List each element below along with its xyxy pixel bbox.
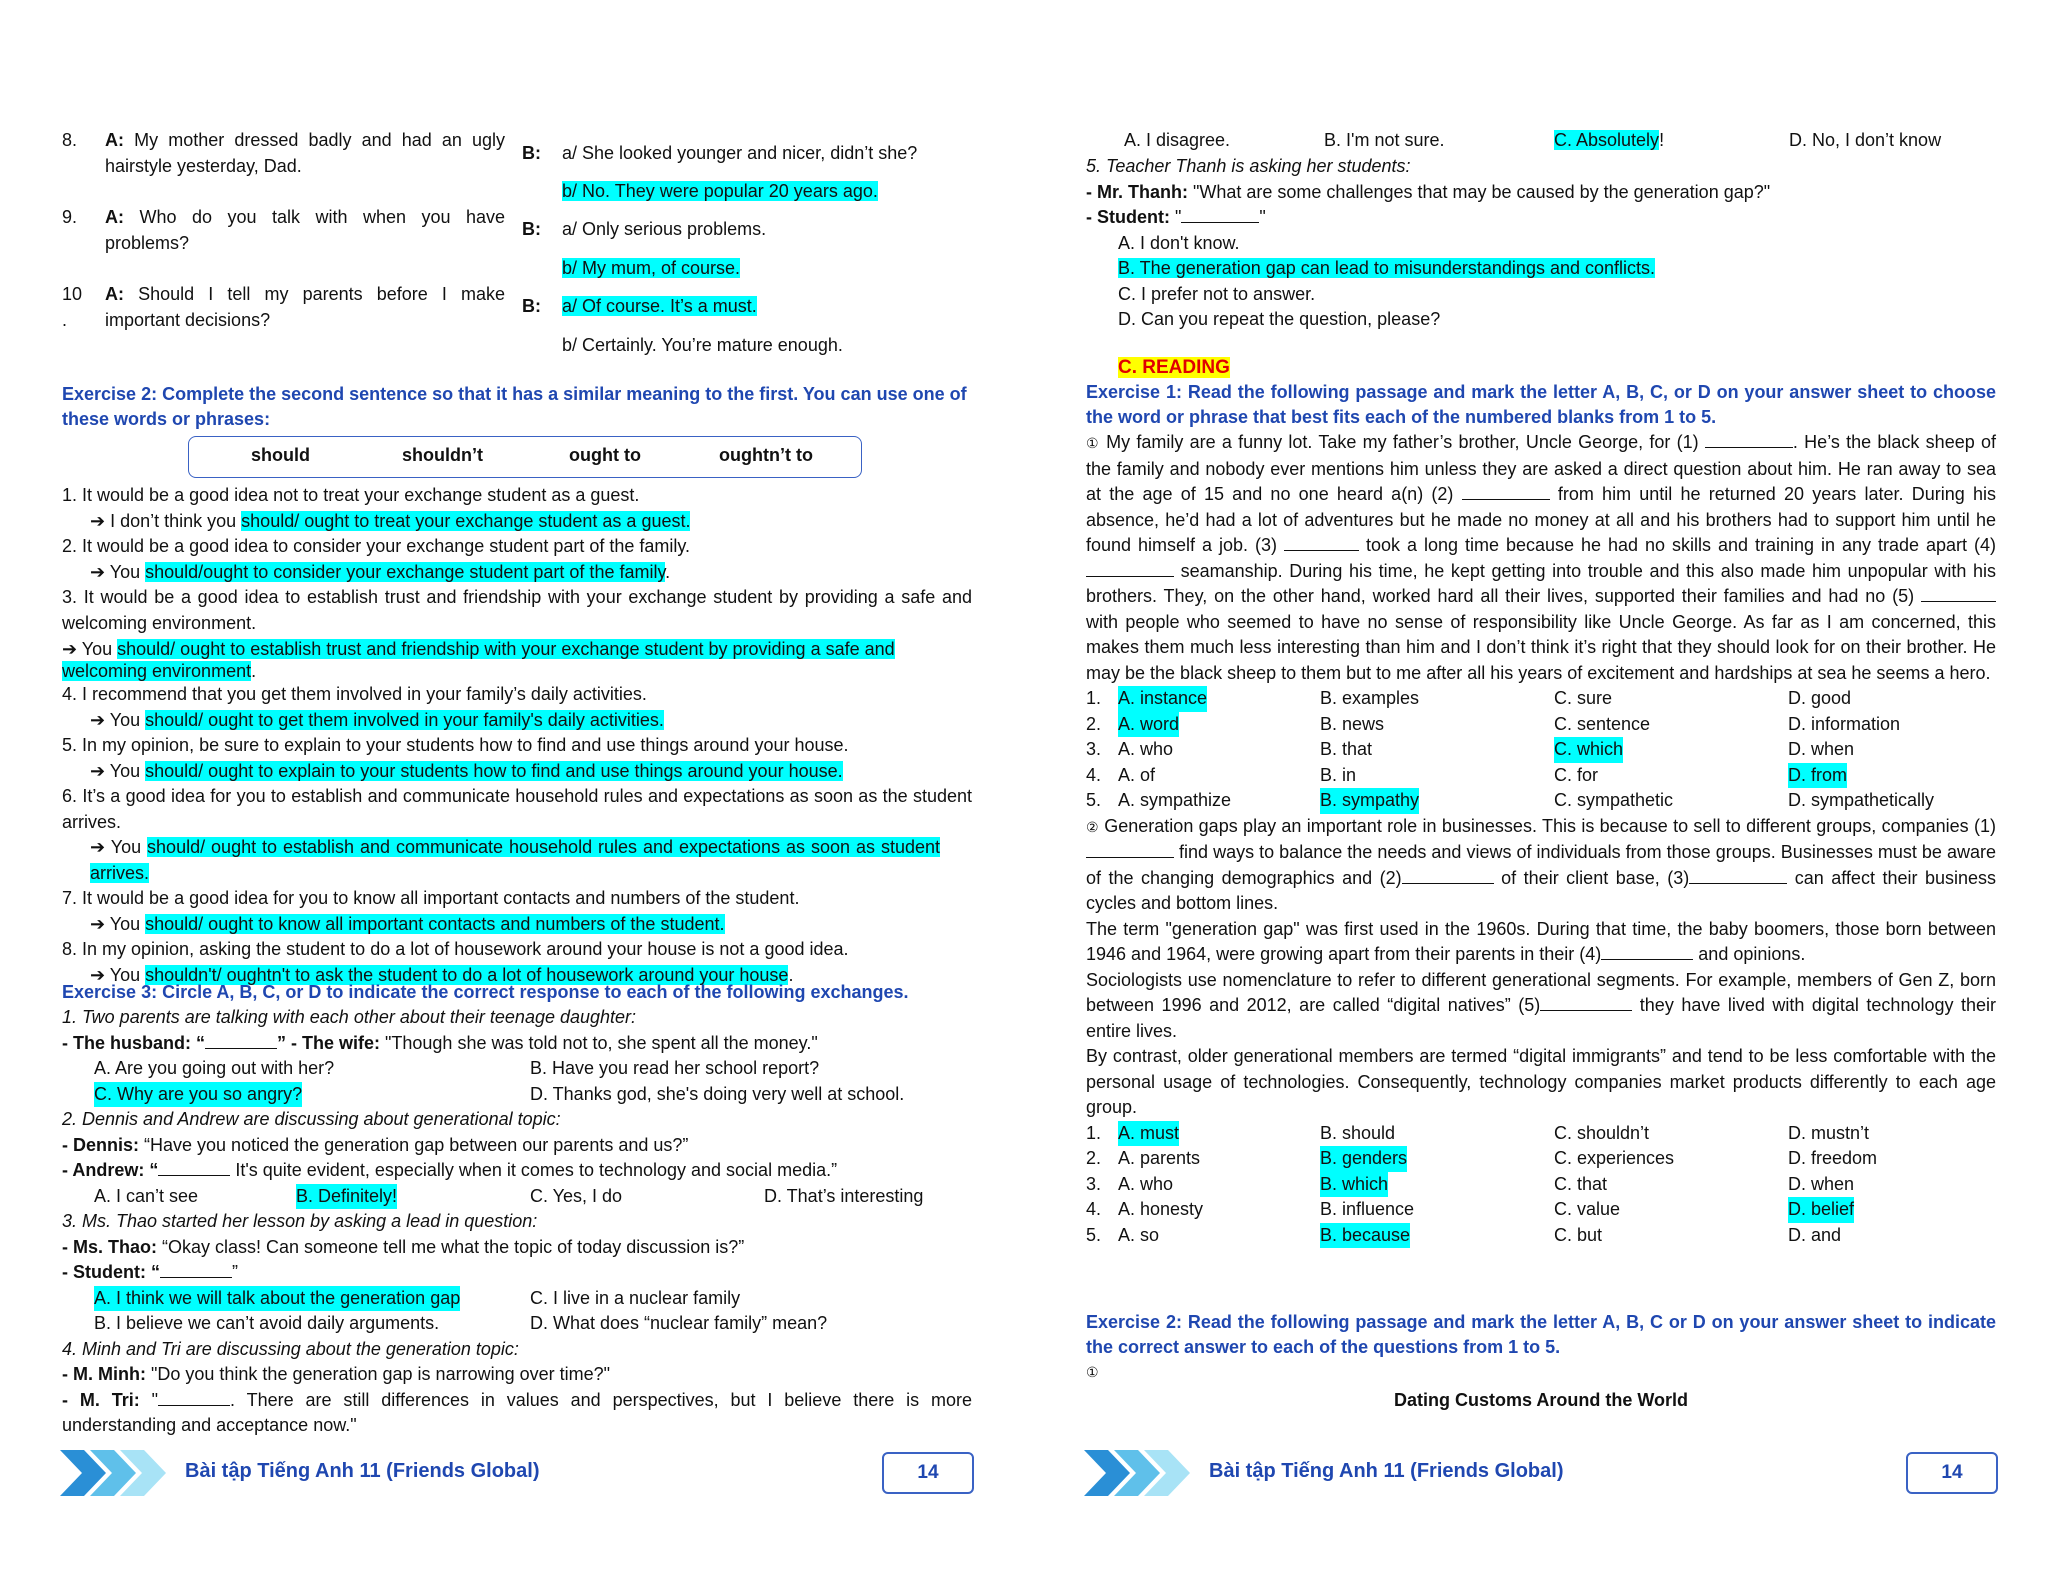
p1-q-number: 3. [1086,739,1102,759]
page-number: 14 [1906,1452,1998,1494]
p2-q-row-1 [1086,1121,1996,1147]
passage-title: Dating Customs Around the World [1394,1389,1688,1410]
ex3-q1-options-row1 [62,1056,972,1082]
reading-ex1-heading: Exercise 1: Read the following passage and mark the letter A, B, C, or D on your answer sheet to choose the word or phrase that best fits each of the numbered blanks from 1 to 5. [1086,382,1996,427]
p1-q-number: 1. [1086,688,1102,708]
ex3-q1-option-a[interactable]: A. Are you going out with her? [94,1058,335,1078]
exercise-3 [62,980,972,1439]
p1-q-option-b[interactable]: B. that [1320,739,1373,759]
p2-q-option-b[interactable]: B. influence [1320,1199,1415,1219]
p2-q-option-d[interactable]: D. and [1788,1224,1842,1245]
ex3-q3-option-d[interactable]: D. What does “nuclear family” mean? [530,1313,828,1333]
p2-q-row-5 [1086,1223,1996,1249]
ex3-q5-option-b-answer[interactable]: B. The generation gap can lead to misunderstandings and conflicts. [1118,258,1656,278]
p1-q-option-c[interactable]: C. sentence [1554,713,1651,734]
p1-q-option-b-answer[interactable]: B. sympathy [1320,788,1419,814]
q8-option-b-answer: b/ No. They were popular 20 years ago. [562,181,878,201]
ex3-q1-option-b[interactable]: B. Have you read her school report? [530,1058,820,1078]
ex3-q4-intro: 4. Minh and Tri are discussing about the generation topic: [62,1338,519,1359]
ex2-q2: 2. It would be a good idea to consider your exchange student part of the family. [62,536,691,556]
ex2-a5: ➔ You should/ ought to explain to your students how to find and use things around your house. [90,760,843,781]
p2-q-option-d[interactable]: D. freedom [1788,1148,1878,1168]
reading-exercise-1 [1086,380,1996,1248]
ex3-q5-line1: - Mr. Thanh: "What are some challenges that may be caused by the generation gap?" [1086,181,1771,202]
p2-q-option-a[interactable]: A. parents [1118,1148,1201,1168]
ex3-q5 [1086,154,1996,333]
p2-q-option-a[interactable]: A. honesty [1118,1199,1204,1219]
ex3-q1-option-d[interactable]: D. Thanks god, she's doing very well at school. [530,1083,905,1104]
p1-q-number: 2. [1086,713,1102,734]
ex2-a3: ➔ You should/ ought to establish trust and friendship with your exchange student by providing a safe and welcoming environment. [62,639,895,681]
ex3-q5-line2: - Student: " " [1086,207,1266,227]
passage-1: ① My family are a funny lot. Take my father’s brother, Uncle George, for (1) . He’s the black sheep of the family and nobody ever mentions him unless they are asked a direct question about him. He ran away to sea at the age of 15 and no one heard a(n) (2) from him until he returned 20 years later. During his absence, he’d had a lot of adventures but he made no money at all and his brothers had to support him until he found himself a job. (3) took a long time because he had no skills and training in any trade apart (4) seamanship. During his time, he kept getting into trouble and this also made him unpopular with his brothers. They, on the other hand, worked hard all their lives, supported their families and had no (5) with people who seemed to have no sense of responsibility like Uncle George. As far as I am concerned, this makes them much less interesting than him and I don’t think it’s right that they should look for on their brother. He may be the black sheep to them but to me after all his years of excitement and hardships at sea he seems a hero. [1086,432,1996,683]
ex3-q3-intro: 3. Ms. Thao started her lesson by asking a lead in question: [62,1211,538,1231]
passage-2: ② Generation gaps play an important role in businesses. This is because to sell to different groups, companies (1) find ways to balance the needs and views of individuals from those groups. Businesses must be aware of the changing demographics and (2) of their client base, (3) can affect their business cycles and bottom lines. [1086,815,1996,913]
p2-q-row-4 [1086,1197,1996,1223]
footer-title: Bài tập Tiếng Anh 11 (Friends Global) [185,1460,540,1482]
p2-q-option-c[interactable]: C. but [1554,1224,1603,1245]
ex2-a7: ➔ You should/ ought to know all important contacts and numbers of the student. [90,913,725,934]
p2-q-option-c[interactable]: C. experiences [1554,1148,1675,1168]
page-number: 14 [882,1452,974,1494]
p2-q-option-a[interactable]: A. who [1118,1173,1174,1194]
p2-q-option-b-answer[interactable]: B. because [1320,1223,1410,1249]
ex3-q4-option-a[interactable]: A. I disagree. [1124,130,1231,150]
ex2-a2: ➔ You should/ought to consider your exchange student part of the family. [90,561,671,582]
footer-title: Bài tập Tiếng Anh 11 (Friends Global) [1209,1460,1564,1482]
p2-q-number: 5. [1086,1224,1102,1245]
left-footer [0,1448,1024,1498]
section-reading: C. READING [1118,357,1230,378]
p2-q-option-a-answer[interactable]: A. must [1118,1121,1179,1147]
word-box [188,436,862,478]
p2-q-option-d[interactable]: D. mustn’t [1788,1122,1870,1143]
p2-q-option-c[interactable]: C. value [1554,1199,1621,1219]
chevron-logo-icon [1084,1448,1194,1498]
q10-option-b: b/ Certainly. You’re mature enough. [562,335,843,355]
reading-exercise-2 [1086,1310,1996,1413]
ex3-q4-line2: - M. Tri: " . There are still differences in values and perspectives, but I believe there is more understanding and acceptance now." [62,1389,973,1435]
ex3-q2-option-a[interactable]: A. I can’t see [94,1185,199,1206]
chevron-logo-icon [60,1448,170,1498]
p2-q-option-d-answer[interactable]: D. belief [1788,1197,1854,1223]
q10-a-text: A: Should I tell my parents before I make important decisions? [105,284,505,330]
ex3-q3-option-c[interactable]: C. I live in a nuclear family [530,1287,741,1308]
p1-q-option-c-answer[interactable]: C. which [1554,737,1623,763]
ex3-q2-intro: 2. Dennis and Andrew are discussing about generational topic: [62,1109,561,1129]
p1-q-option-d[interactable]: D. good [1788,688,1852,708]
ex2-a8: ➔ You shouldn't/ oughtn't to ask the student to do a lot of housework around your house. [90,964,794,985]
passage-2-para-3: Sociologists use nomenclature to refer to different generational segments. For example, members of Gen Z, born between 1996 and 2012, are called “digital natives” (5) they have lived with digital technology their entire lives. [1086,969,1997,1041]
p2-q-option-c[interactable]: C. that [1554,1173,1608,1194]
p2-q-option-d[interactable]: D. when [1788,1173,1855,1194]
ex2-a4: ➔ You should/ ought to get them involved in your family's daily activities. [90,709,664,730]
ex3-q2-option-d[interactable]: D. That’s interesting [764,1185,924,1206]
right-footer [1024,1448,2048,1498]
reading-ex2-heading: Exercise 2: Read the following passage and mark the letter A, B, C or D on your answer sheet to indicate the correct answer to each of the questions from 1 to 5. [1086,1312,1996,1357]
ex3-q1-intro: 1. Two parents are talking with each other about their teenage daughter: [62,1007,637,1027]
ex2-a6: ➔ You should/ ought to establish and communicate household rules and expectations as soon as student arrives. [90,837,940,883]
passage-2-options [1086,1121,1996,1249]
word-ought-to: ought to [569,445,641,465]
p2-q-option-b[interactable]: B. should [1320,1122,1396,1143]
p2-q-number: 2. [1086,1148,1102,1168]
ex3-q3-option-b[interactable]: B. I believe we can’t avoid daily arguments. [94,1313,440,1333]
ex3-q1-option-c-answer[interactable]: C. Why are you so angry? [94,1082,302,1108]
p1-q-option-b[interactable]: B. news [1320,713,1385,734]
ex2-q8: 8. In my opinion, asking the student to do a lot of housework around your house is not a good idea. [62,939,849,959]
ex2-q5: 5. In my opinion, be sure to explain to your students how to find and use things around your house. [62,735,849,755]
p1-q-option-b[interactable]: B. examples [1320,688,1420,708]
passage-2-para-4: By contrast, older generational members are termed “digital immigrants” and tend to be less comfortable with the personal usage of technologies. Consequently, technology companies market products differently to each age group. [1086,1046,1996,1117]
p2-q-number: 3. [1086,1173,1102,1194]
ex2-a1: ➔ I don’t think you should/ ought to treat your exchange student as a guest. [90,510,691,531]
p1-q-option-d[interactable]: D. when [1788,739,1855,759]
p2-q-row-3 [1086,1172,1996,1198]
ex3-q2-option-b-answer[interactable]: B. Definitely! [296,1184,397,1210]
ex3-q4-option-b[interactable]: B. I'm not sure. [1324,130,1445,150]
p1-q-option-c[interactable]: C. sympathetic [1554,790,1674,810]
p1-q-row-1 [1086,686,1996,712]
p2-q-option-c[interactable]: C. shouldn’t [1554,1122,1650,1143]
ex2-q3: 3. It would be a good idea to establish trust and friendship with your exchange student by providing a safe and welcoming environment. [62,587,972,633]
exercise-2-heading: Exercise 2: Complete the second sentence so that it has a similar meaning to the first. You can use one of these words or phrases: [62,384,967,429]
word-should: should [251,445,310,465]
exercise-2-items [62,483,972,988]
circled-one-icon: ① [1086,435,1100,451]
p1-q-option-a[interactable]: A. sympathize [1118,790,1232,810]
p1-q-row-2 [1086,712,1996,738]
ex3-q4-options [1024,128,2048,154]
p1-q-option-a-answer[interactable]: A. instance [1118,686,1207,712]
ex2-q1: 1. It would be a good idea not to treat your exchange student as a guest. [62,485,640,505]
q10-b-label: B: [522,296,541,316]
p1-q-option-d[interactable]: D. information [1788,713,1901,734]
p1-q-option-d[interactable]: D. sympathetically [1788,790,1935,810]
p2-q-row-2 [1086,1146,1996,1172]
p1-q-option-a[interactable]: A. of [1118,764,1156,785]
q8-a-text: A: My mother dressed badly and had an ugly hairstyle yesterday, Dad. [105,130,505,176]
ex3-q5-option-d[interactable]: D. Can you repeat the question, please? [1118,309,1441,329]
ex3-q1-options-row2 [62,1082,972,1108]
ex3-q5-option-a[interactable]: A. I don't know. [1118,232,1240,253]
q9-b-label: B: [522,219,541,239]
ex3-q4-option-d[interactable]: D. No, I don’t know [1789,130,1942,150]
q10-number: 10 . [62,284,83,330]
passage-1-options [1086,686,1996,814]
ex3-q5-intro: 5. Teacher Thanh is asking her students: [1086,156,1411,176]
ex3-q3-line1: - Ms. Thao: “Okay class! Can someone tell me what the topic of today discussion is?” [62,1236,745,1257]
p1-q-option-a[interactable]: A. who [1118,739,1174,759]
ex3-q2-line1: - Dennis: “Have you noticed the generation gap between our parents and us?” [62,1134,689,1155]
circled-two-icon: ② [1086,818,1099,835]
q9-option-b-answer: b/ My mum, of course. [562,258,741,278]
ex3-q2-line2: - Andrew: “ It's quite evident, especially when it comes to technology and social media.” [62,1160,838,1180]
ex2-q4: 4. I recommend that you get them involved in your family’s daily activities. [62,684,647,704]
ex2-q6: 6. It’s a good idea for you to establish and communicate household rules and expectations as soon as the student arrives. [62,786,972,832]
ex2-q7: 7. It would be a good idea for you to know all important contacts and numbers of the student. [62,888,800,908]
p1-q-option-a-answer[interactable]: A. word [1118,712,1179,738]
q8-option-a: a/ She looked younger and nicer, didn’t she? [562,143,918,163]
ex3-q5-option-c[interactable]: C. I prefer not to answer. [1118,283,1316,304]
p2-q-number: 1. [1086,1122,1102,1143]
q9-a-text: A: Who do you talk with when you have problems? [105,207,505,253]
p2-q-option-a[interactable]: A. so [1118,1224,1160,1245]
p1-q-number: 5. [1086,790,1102,810]
p2-q-number: 4. [1086,1199,1102,1219]
p2-q-option-b-answer[interactable]: B. genders [1320,1146,1407,1172]
circled-one-marker-icon: ① [1086,1364,1099,1380]
p1-q-option-c[interactable]: C. sure [1554,688,1613,708]
ex3-q2-options [62,1184,972,1210]
ex3-q3-option-a-answer[interactable]: A. I think we will talk about the generation gap [94,1286,460,1312]
word-oughtnt-to: oughtn’t to [719,445,813,465]
q9-number: 9. [62,207,78,227]
q8-b-label: B: [522,143,541,163]
q10-option-a-answer: a/ Of course. It’s a must. [562,296,757,316]
ex3-q3-options-row1 [62,1286,972,1312]
ex3-q3-options-row2 [62,1311,972,1337]
q8-number: 8. [62,130,78,150]
p2-q-option-b-answer[interactable]: B. which [1320,1172,1388,1198]
right-page [1024,0,2048,1582]
p1-q-row-5 [1086,788,1996,814]
exercise-3-heading: Exercise 3: Circle A, B, C, or D to indicate the correct response to each of the following exchanges. [62,982,909,1002]
ex3-q1-line: - The husband: “ ” - The wife: "Though she was told not to, she spent all the money." [62,1032,818,1053]
word-shouldnt: shouldn’t [402,445,483,465]
p1-q-option-b[interactable]: B. in [1320,764,1357,785]
ex3-q4-line1: - M. Minh: "Do you think the generation gap is narrowing over time?" [62,1364,611,1384]
q9-option-a: a/ Only serious problems. [562,219,767,239]
p1-q-row-3 [1086,737,1996,763]
p1-q-row-4 [1086,763,1996,789]
ex3-q2-option-c[interactable]: C. Yes, I do [530,1185,623,1206]
p1-q-number: 4. [1086,764,1102,785]
p1-q-option-d-answer[interactable]: D. from [1788,763,1847,789]
ex3-q3-line2: - Student: “ ” [62,1262,238,1282]
passage-2-para-2: The term "generation gap" was first used in the 1960s. During that time, the baby boomers, those born between 1946 and 1964, were growing apart from their parents in their (4) and opinions. [1086,918,1996,964]
p1-q-option-c[interactable]: C. for [1554,764,1599,785]
ex3-q4-option-c-answer[interactable]: C. Absolutely! [1554,130,1665,150]
